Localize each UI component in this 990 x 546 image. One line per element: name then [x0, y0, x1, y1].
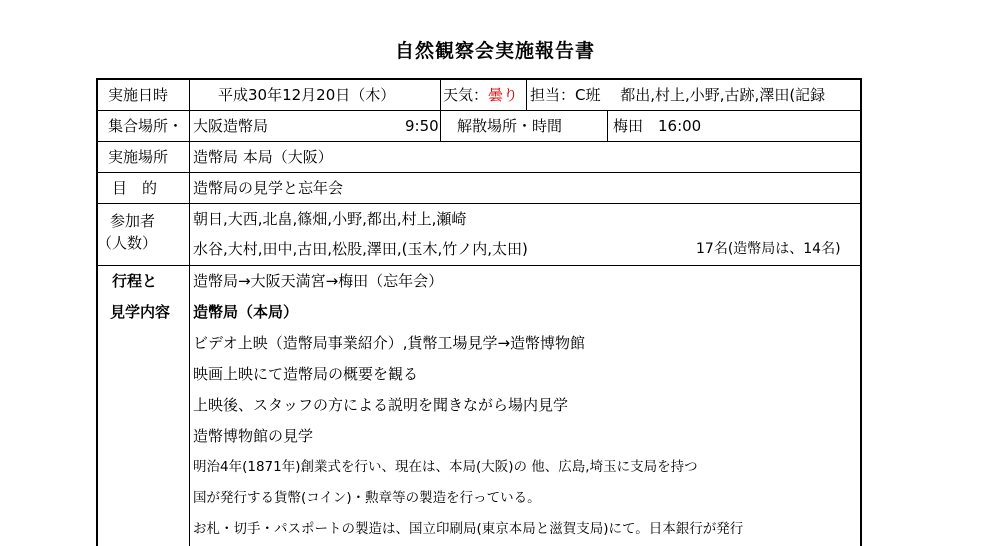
- itinerary-line: 造幣博物館の見学: [193, 427, 314, 445]
- meeting-time: 9:50: [405, 117, 439, 135]
- itinerary-line: 上映後、スタッフの方による説明を聞きながら場内見学: [193, 396, 569, 414]
- participants-label-line1: 参加者: [110, 212, 156, 230]
- venue-value: 造幣局 本局（大阪）: [193, 148, 333, 166]
- person-in-charge: 担当：C班 都出,村上,小野,古跡,澤田(記録: [530, 86, 826, 104]
- weather-label: 天気：: [443, 86, 489, 104]
- itinerary-line: 映画上映にて造幣局の概要を観る: [193, 365, 419, 383]
- itinerary-line: 国が発行する貨幣(コイン)・勲章等の製造を行っている。: [193, 490, 541, 506]
- meeting-label: 集合場所・: [108, 117, 184, 135]
- participants-label-line2: （人数）: [97, 234, 158, 252]
- weather-cell: [443, 86, 518, 105]
- venue-label: 実施場所: [108, 148, 169, 166]
- itinerary-heading: 造幣局（本局）: [193, 303, 299, 321]
- purpose-value: 造幣局の見学と忘年会: [193, 179, 344, 197]
- date-label: 実施日時: [108, 86, 169, 104]
- itinerary-line: お札・切手・パスポートの製造は、国立印刷局(東京本局と滋賀支局)にて。日本銀行が発行: [193, 521, 744, 537]
- itinerary-line: 明治4年(1871年)創業式を行い、現在は、本局(大阪)の 他、広島,埼玉に支局を持つ: [193, 459, 698, 475]
- weather-value: 曇り: [488, 86, 519, 104]
- purpose-label: 目 的: [112, 179, 158, 197]
- dismiss-label: 解散場所・時間: [457, 117, 563, 135]
- itinerary-line: ビデオ上映（造幣局事業紹介）,貨幣工場見学→造幣博物館: [193, 334, 586, 352]
- report-title: 自然観察会実施報告書: [394, 40, 595, 62]
- itinerary-label-line1: 行程と: [112, 272, 158, 290]
- itinerary-line: 造幣局→大阪天満宮→梅田（忘年会）: [193, 272, 444, 290]
- date-value: 平成30年12月20日（木）: [218, 86, 396, 104]
- participants-count: 17名(造幣局は、14名): [696, 241, 841, 257]
- participants-line1: 朝日,大西,北畠,篠畑,小野,都出,村上,瀬崎: [193, 210, 467, 228]
- meeting-place: 大阪造幣局: [193, 117, 269, 135]
- itinerary-label-line2: 見学内容: [110, 303, 171, 321]
- dismiss-value: 梅田 16:00: [613, 117, 702, 135]
- participants-line2: 水谷,大村,田中,古田,松股,澤田,(玉木,竹ノ内,太田): [193, 240, 528, 258]
